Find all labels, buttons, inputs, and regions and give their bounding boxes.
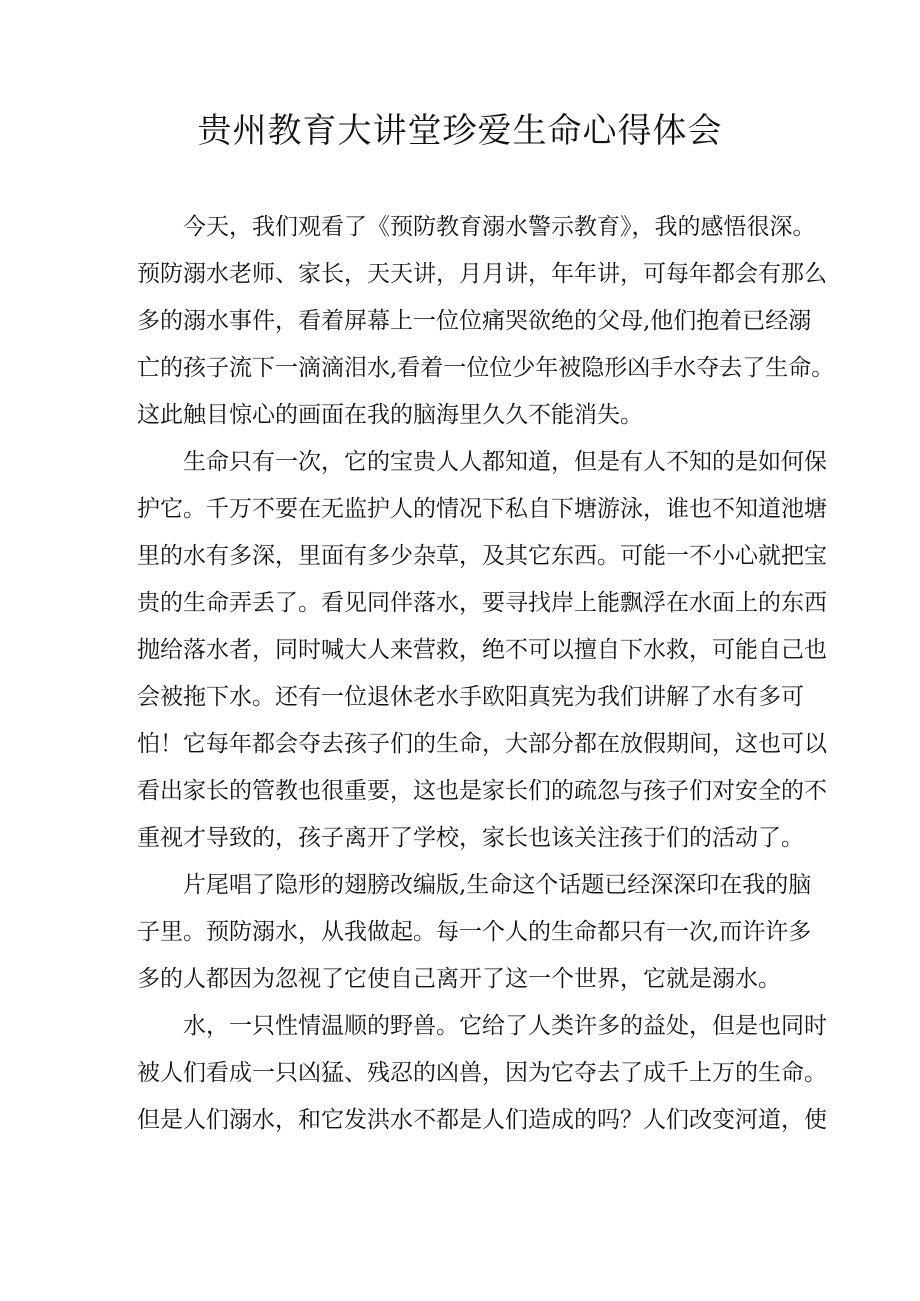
paragraph-2-line-7: 怕！它每年都会夺去孩子们的生命，大部分都在放假期间，这也可以 — [137, 731, 827, 757]
paragraph-2-line-3: 里的水有多深，里面有多少杂草，及其它东西。可能一不小心就把宝 — [137, 543, 827, 569]
paragraph-2-line-8: 看出家长的管教也很重要，这也是家长们的疏忽与孩子们对安全的不 — [137, 778, 827, 804]
paragraph-3-line-2: 子里。预防溺水，从我做起。每一个人的生命都只有一次,而许许多 — [137, 919, 812, 945]
paragraph-2-line-9: 重视才导致的，孩子离开了学校，家长也该关注孩于们的活动了。 — [137, 825, 804, 851]
paragraph-2-line-6: 会被拖下水。还有一位退休老水手欧阳真宪为我们讲解了水有多可 — [137, 684, 804, 710]
paragraph-1-line-4: 亡的孩子流下一滴滴泪水,看着一位位少年被隐形凶手水夺去了生命。 — [137, 355, 835, 381]
document-title: 贵州教育大讲堂珍爱生命心得体会 — [197, 111, 723, 151]
paragraph-2-line-2: 护它。千万不要在无监护人的情况下私自下塘游泳，谁也不知道池塘 — [137, 496, 827, 522]
paragraph-3-line-1: 片尾唱了隐形的翅膀改编版,生命这个话题已经深深印在我的脑 — [183, 872, 812, 898]
paragraph-1-line-1: 今天，我们观看了《预防教育溺水警示教育》，我的感悟很深。 — [183, 214, 816, 240]
paragraph-2-line-1: 生命只有一次，它的宝贵人人都知道，但是有人不知的是如何保 — [183, 449, 827, 475]
paragraph-4-line-1: 水，一只性情温顺的野兽。它给了人类许多的益处，但是也同时 — [183, 1013, 827, 1039]
paragraph-3-line-3: 多的人都因为忽视了它使自己离开了这一个世界，它就是溺水。 — [137, 966, 781, 992]
document-body — [137, 204, 835, 1144]
paragraph-2-line-5: 抛给落水者，同时喊大人来营救，绝不可以擅自下水救，可能自己也 — [137, 637, 827, 663]
paragraph-4-line-3: 但是人们溺水，和它发洪水不都是人们造成的吗？人们改变河道，使 — [137, 1107, 827, 1133]
paragraph-4-line-2: 被人们看成一只凶猛、残忍的凶兽，因为它夺去了成千上万的生命。 — [137, 1060, 827, 1086]
paragraph-1-line-5: 这此触目惊心的画面在我的脑海里久久不能消失。 — [137, 402, 643, 428]
paragraph-1-line-2: 预防溺水老师、家长，天天讲，月月讲，年年讲，可每年都会有那么 — [137, 261, 827, 287]
paragraph-2-line-4: 贵的生命弄丢了。看见同伴落水，要寻找岸上能飘浮在水面上的东西 — [137, 590, 827, 616]
paragraph-1-line-3: 多的溺水事件，看着屏幕上一位位痛哭欲绝的父母,他们抱着已经溺 — [137, 308, 812, 334]
